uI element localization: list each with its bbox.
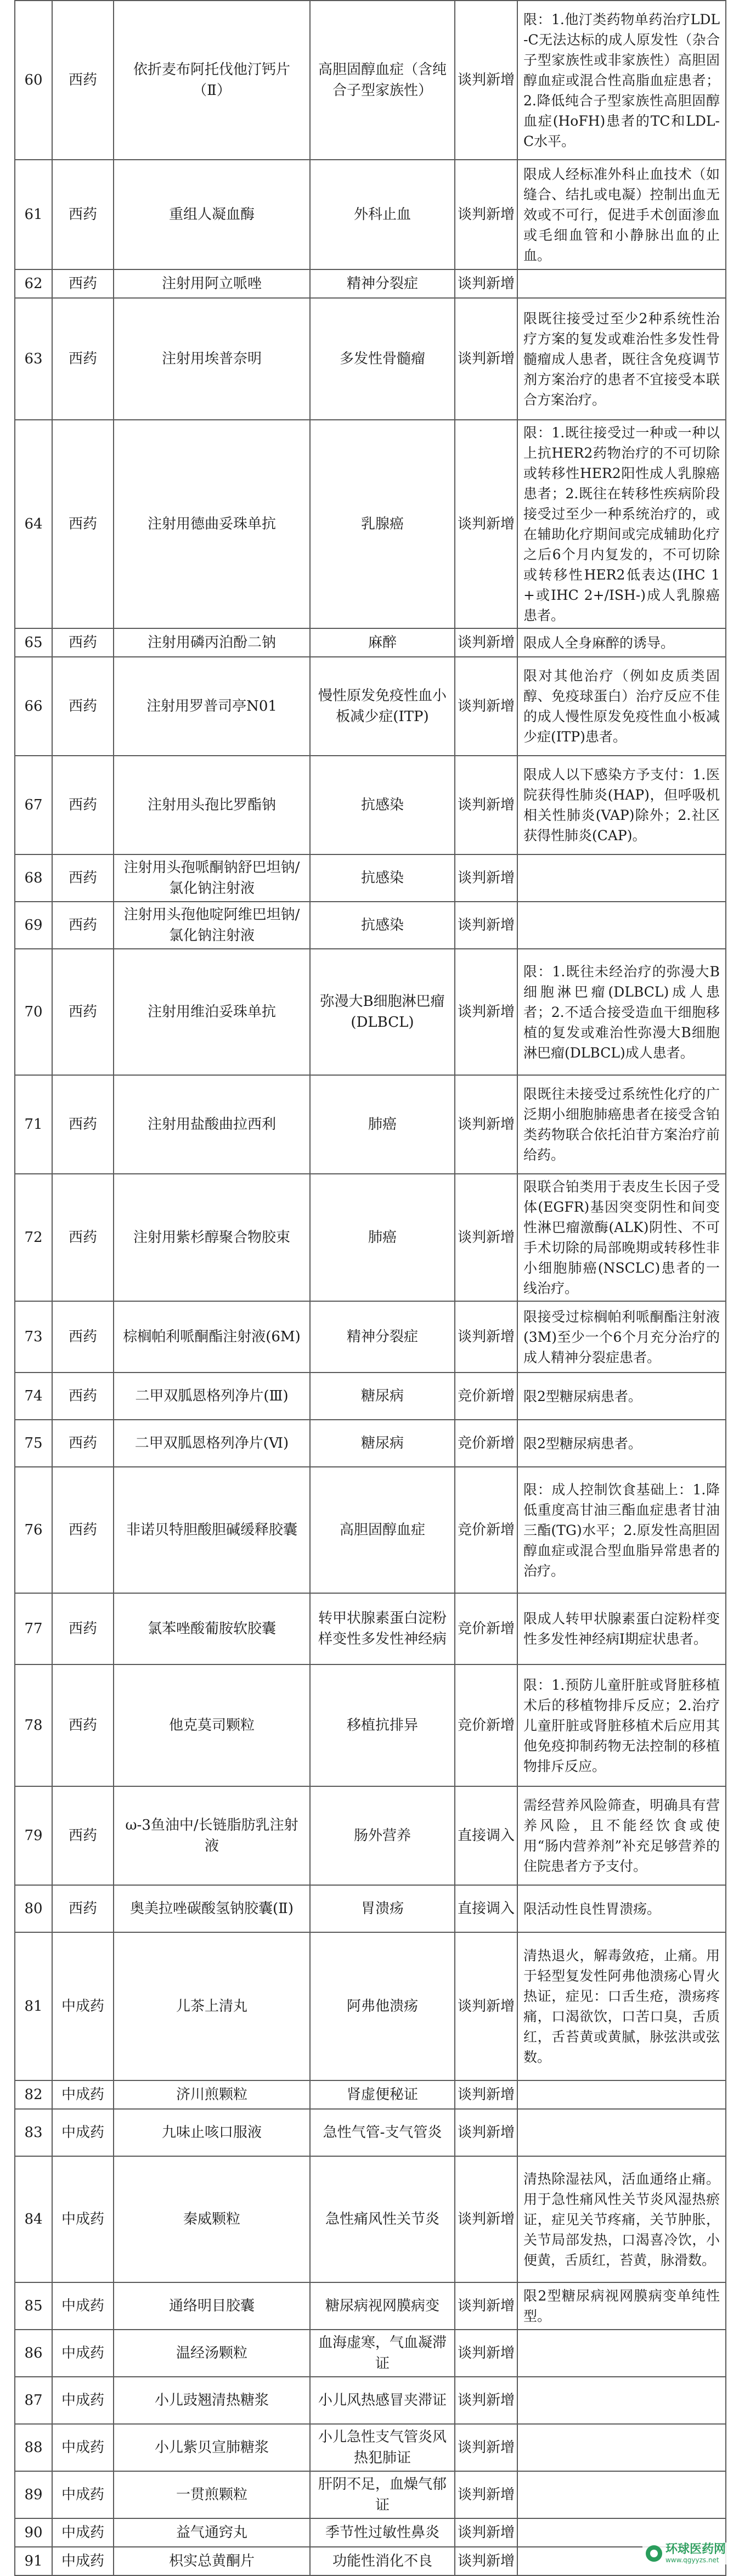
row-number: 61 [15, 160, 52, 269]
row-indication: 精神分裂症 [310, 1301, 455, 1373]
row-drug-name: 小儿豉翘清热糖浆 [114, 2377, 310, 2424]
row-number: 80 [15, 1885, 52, 1932]
table-row [15, 420, 726, 628]
row-number: 73 [15, 1301, 52, 1373]
row-indication: 小儿急性支气管炎风热犯肺证 [310, 2424, 455, 2471]
table-row [15, 1174, 726, 1301]
table-row [15, 1420, 726, 1467]
row-number: 74 [15, 1373, 52, 1420]
row-category: 西药 [52, 298, 114, 420]
row-drug-name: 注射用头孢他啶阿维巴坦钠/氯化钠注射液 [114, 902, 310, 949]
row-category: 中成药 [52, 2156, 114, 2282]
row-indication: 高胆固醇血症（含纯合子型家族性） [310, 1, 455, 160]
row-indication: 季节性过敏性鼻炎 [310, 2518, 455, 2547]
row-type: 谈判新增 [455, 298, 517, 420]
row-type: 直接调入 [455, 1885, 517, 1932]
row-drug-name: 九味止咳口服液 [114, 2109, 310, 2156]
row-drug-name: 注射用罗普司亭N01 [114, 657, 310, 756]
row-indication: 糖尿病 [310, 1373, 455, 1420]
row-category: 西药 [52, 1075, 114, 1174]
row-number: 82 [15, 2080, 52, 2109]
row-indication: 阿弗他溃疡 [310, 1932, 455, 2080]
row-type: 谈判新增 [455, 420, 517, 628]
row-type: 谈判新增 [455, 2471, 517, 2518]
table-row [15, 1786, 726, 1885]
row-category: 西药 [52, 854, 114, 902]
row-type: 竞价新增 [455, 1593, 517, 1664]
row-indication: 功能性消化不良 [310, 2547, 455, 2575]
row-drug-name: 奥美拉唑碳酸氢钠胶囊(Ⅱ) [114, 1885, 310, 1932]
row-number: 71 [15, 1075, 52, 1174]
row-category: 西药 [52, 1467, 114, 1593]
row-category: 中成药 [52, 2282, 114, 2330]
row-number: 60 [15, 1, 52, 160]
table-row [15, 2156, 726, 2282]
row-category: 中成药 [52, 2424, 114, 2471]
table-row [15, 2547, 726, 2575]
row-drug-name: 注射用维泊妥珠单抗 [114, 949, 310, 1075]
row-note [517, 269, 726, 298]
row-drug-name: 枳实总黄酮片 [114, 2547, 310, 2575]
row-number: 90 [15, 2518, 52, 2547]
row-drug-name: 儿茶上清丸 [114, 1932, 310, 2080]
row-number: 67 [15, 756, 52, 854]
row-number: 77 [15, 1593, 52, 1664]
row-note: 限：1.既往未经治疗的弥漫大B细胞淋巴瘤(DLBCL)成人患者；2.不适合接受造血干细胞移植的复发或难治性弥漫大B细胞淋巴瘤(DLBCL)成人患者。 [517, 949, 726, 1075]
watermark-text: 环球医药网 [665, 2544, 726, 2556]
watermark-text-block [665, 2544, 726, 2563]
row-type: 谈判新增 [455, 756, 517, 854]
row-category: 西药 [52, 420, 114, 628]
row-category: 西药 [52, 269, 114, 298]
row-category: 西药 [52, 1420, 114, 1467]
row-indication: 抗感染 [310, 902, 455, 949]
drug-table-body [15, 1, 726, 2575]
row-category: 西药 [52, 1885, 114, 1932]
row-drug-name: 棕榈帕利哌酮酯注射液(6M) [114, 1301, 310, 1373]
row-indication: 小儿风热感冒夹滞证 [310, 2377, 455, 2424]
row-note [517, 2377, 726, 2424]
row-number: 78 [15, 1664, 52, 1786]
row-category: 中成药 [52, 2080, 114, 2109]
row-note [517, 2424, 726, 2471]
row-type: 谈判新增 [455, 2156, 517, 2282]
row-type: 谈判新增 [455, 1, 517, 160]
row-indication: 外科止血 [310, 160, 455, 269]
table-row [15, 1373, 726, 1420]
row-type: 竞价新增 [455, 1664, 517, 1786]
table-row [15, 1664, 726, 1786]
row-category: 西药 [52, 1301, 114, 1373]
row-type: 谈判新增 [455, 2424, 517, 2471]
table-row [15, 1, 726, 160]
table-row [15, 160, 726, 269]
row-note [517, 854, 726, 902]
row-drug-name: 注射用阿立哌唑 [114, 269, 310, 298]
row-number: 72 [15, 1174, 52, 1301]
row-category: 中成药 [52, 2330, 114, 2377]
row-number: 88 [15, 2424, 52, 2471]
row-indication: 胃溃疡 [310, 1885, 455, 1932]
row-drug-name: 重组人凝血酶 [114, 160, 310, 269]
table-row [15, 1885, 726, 1932]
row-drug-name: 依折麦布阿托伐他汀钙片（Ⅱ） [114, 1, 310, 160]
row-drug-name: 注射用德曲妥珠单抗 [114, 420, 310, 628]
row-drug-name: 注射用盐酸曲拉西利 [114, 1075, 310, 1174]
row-number: 64 [15, 420, 52, 628]
table-row [15, 2471, 726, 2518]
row-note: 限成人转甲状腺素蛋白淀粉样变性多发性神经病Ⅰ期症状患者。 [517, 1593, 726, 1664]
table-row [15, 2424, 726, 2471]
row-number: 75 [15, 1420, 52, 1467]
row-drug-name: 注射用头孢哌酮钠舒巴坦钠/氯化钠注射液 [114, 854, 310, 902]
row-number: 81 [15, 1932, 52, 2080]
row-type: 谈判新增 [455, 2282, 517, 2330]
row-note [517, 2330, 726, 2377]
row-number: 86 [15, 2330, 52, 2377]
row-type: 直接调入 [455, 1786, 517, 1885]
row-indication: 肠外营养 [310, 1786, 455, 1885]
row-type: 谈判新增 [455, 269, 517, 298]
row-number: 84 [15, 2156, 52, 2282]
row-indication: 慢性原发免疫性血小板减少症(ITP) [310, 657, 455, 756]
row-category: 中成药 [52, 2471, 114, 2518]
row-type: 谈判新增 [455, 949, 517, 1075]
row-drug-name: 氯苯唑酸葡胺软胶囊 [114, 1593, 310, 1664]
row-drug-name: 注射用头孢比罗酯钠 [114, 756, 310, 854]
row-note: 限成人全身麻醉的诱导。 [517, 628, 726, 657]
row-type: 竞价新增 [455, 1420, 517, 1467]
row-drug-name: 他克莫司颗粒 [114, 1664, 310, 1786]
site-logo-icon [646, 2545, 662, 2562]
table-row [15, 298, 726, 420]
row-drug-name: 济川煎颗粒 [114, 2080, 310, 2109]
table-row [15, 2377, 726, 2424]
row-note: 清热退火，解毒敛疮，止痛。用于轻型复发性阿弗他溃疡心胃火热证，症见：口舌生疮，溃疡疼痛，口渴欲饮，口苦口臭，舌质红，舌苔黄或黄腻，脉弦洪或弦数。 [517, 1932, 726, 2080]
row-indication: 乳腺癌 [310, 420, 455, 628]
row-number: 66 [15, 657, 52, 756]
table-row [15, 2080, 726, 2109]
row-note: 限2型糖尿病视网膜病变单纯性型。 [517, 2282, 726, 2330]
row-number: 76 [15, 1467, 52, 1593]
row-indication: 麻醉 [310, 628, 455, 657]
row-type: 谈判新增 [455, 1932, 517, 2080]
row-indication: 弥漫大B细胞淋巴瘤(DLBCL) [310, 949, 455, 1075]
table-row [15, 2330, 726, 2377]
row-note: 需经营养风险筛查，明确具有营养风险，且不能经饮食或使用“肠内营养剂”补充足够营养的住院患者方予支付。 [517, 1786, 726, 1885]
table-row [15, 269, 726, 298]
row-type: 谈判新增 [455, 160, 517, 269]
row-note: 限对其他治疗（例如皮质类固醇、免疫球蛋白）治疗反应不佳的成人慢性原发免疫性血小板减少症(ITP)患者。 [517, 657, 726, 756]
row-category: 西药 [52, 628, 114, 657]
row-note: 限接受过棕榈帕利哌酮酯注射液(3M)至少一个6个月充分治疗的成人精神分裂症患者。 [517, 1301, 726, 1373]
row-note: 限成人经标准外科止血技术（如缝合、结扎或电凝）控制出血无效或不可行，促进手术创面渗血或毛细血管和小静脉出血的止血。 [517, 160, 726, 269]
row-type: 谈判新增 [455, 902, 517, 949]
row-drug-name: 注射用紫杉醇聚合物胶束 [114, 1174, 310, 1301]
row-drug-name: 秦威颗粒 [114, 2156, 310, 2282]
row-note: 限：1.预防儿童肝脏或肾脏移植术后的移植物排斥反应；2.治疗儿童肝脏或肾脏移植术后应用其他免疫抑制药物无法控制的移植物排斥反应。 [517, 1664, 726, 1786]
row-drug-name: 注射用磷丙泊酚二钠 [114, 628, 310, 657]
row-category: 中成药 [52, 2547, 114, 2575]
row-drug-name: 二甲双胍恩格列净片(Ⅵ) [114, 1420, 310, 1467]
row-number: 87 [15, 2377, 52, 2424]
row-drug-name: 通络明目胶囊 [114, 2282, 310, 2330]
row-note: 限2型糖尿病患者。 [517, 1420, 726, 1467]
row-note: 限：成人控制饮食基础上：1.降低重度高甘油三酯血症患者甘油三酯(TG)水平；2.原发性高胆固醇血症或混合型血脂异常患者的治疗。 [517, 1467, 726, 1593]
row-note: 限成人以下感染方予支付：1.医院获得性肺炎(HAP)，但呼吸机相关性肺炎(VAP)除外；2.社区获得性肺炎(CAP)。 [517, 756, 726, 854]
row-category: 中成药 [52, 2377, 114, 2424]
row-drug-name: 注射用埃普奈明 [114, 298, 310, 420]
row-indication: 多发性骨髓瘤 [310, 298, 455, 420]
row-type: 谈判新增 [455, 1301, 517, 1373]
row-indication: 高胆固醇血症 [310, 1467, 455, 1593]
table-row [15, 1467, 726, 1593]
row-category: 中成药 [52, 2109, 114, 2156]
row-type: 谈判新增 [455, 2109, 517, 2156]
row-category: 西药 [52, 1174, 114, 1301]
row-note: 限活动性良性胃溃疡。 [517, 1885, 726, 1932]
table-row [15, 1301, 726, 1373]
row-type: 谈判新增 [455, 2080, 517, 2109]
row-drug-name: 非诺贝特胆酸胆碱缓释胶囊 [114, 1467, 310, 1593]
table-row [15, 2109, 726, 2156]
row-type: 谈判新增 [455, 2377, 517, 2424]
row-category: 西药 [52, 902, 114, 949]
row-drug-name: 益气通窍丸 [114, 2518, 310, 2547]
row-type: 竞价新增 [455, 1373, 517, 1420]
table-row [15, 628, 726, 657]
row-indication: 血海虚寒，气血凝滞证 [310, 2330, 455, 2377]
row-indication: 抗感染 [310, 756, 455, 854]
row-type: 谈判新增 [455, 628, 517, 657]
row-type: 谈判新增 [455, 2518, 517, 2547]
row-indication: 转甲状腺素蛋白淀粉样变性多发性神经病 [310, 1593, 455, 1664]
row-category: 西药 [52, 1373, 114, 1420]
row-type: 谈判新增 [455, 1174, 517, 1301]
row-note: 限：1.他汀类药物单药治疗LDL-C无法达标的成人原发性（杂合子型家族性或非家族性）高胆固醇血症或混合性高脂血症患者；2.降低纯合子型家族性高胆固醇血症(HoFH)患者的TC和LDL-C水平。 [517, 1, 726, 160]
row-indication: 肺癌 [310, 1075, 455, 1174]
row-indication: 急性气管-支气管炎 [310, 2109, 455, 2156]
row-number: 63 [15, 298, 52, 420]
table-row [15, 756, 726, 854]
row-number: 65 [15, 628, 52, 657]
row-number: 91 [15, 2547, 52, 2575]
row-type: 谈判新增 [455, 1075, 517, 1174]
row-category: 西药 [52, 1593, 114, 1664]
row-indication: 肺癌 [310, 1174, 455, 1301]
row-note [517, 2080, 726, 2109]
row-note [517, 2471, 726, 2518]
row-note: 限：1.既往接受过一种或一种以上抗HER2药物治疗的不可切除或转移性HER2阳性成人乳腺癌患者；2.既往在转移性疾病阶段接受过至少一种系统治疗的，或在辅助化疗期间或完成辅助化疗之后6个月内复发的，不可切除或转移性HER2低表达(IHC 1+或IHC 2+/ISH-)成人乳腺癌患者。 [517, 420, 726, 628]
row-drug-name: ω-3鱼油中/长链脂肪乳注射液 [114, 1786, 310, 1885]
row-note: 限既往未接受过系统性化疗的广泛期小细胞肺癌患者在接受含铂类药物联合依托泊苷方案治疗前给药。 [517, 1075, 726, 1174]
row-category: 中成药 [52, 2518, 114, 2547]
row-indication: 急性痛风性关节炎 [310, 2156, 455, 2282]
row-note [517, 2109, 726, 2156]
row-indication: 肝阴不足，血燥气郁证 [310, 2471, 455, 2518]
row-number: 83 [15, 2109, 52, 2156]
row-category: 西药 [52, 756, 114, 854]
row-category: 西药 [52, 657, 114, 756]
row-indication: 糖尿病 [310, 1420, 455, 1467]
table-row [15, 854, 726, 902]
row-note: 清热除湿祛风，活血通络止痛。用于急性痛风性关节炎风湿热瘀证，症见关节疼痛，关节肿胀，关节局部发热，口渴喜冷饮，小便黄，舌质红，苔黄，脉滑数。 [517, 2156, 726, 2282]
row-note: 限联合铂类用于表皮生长因子受体(EGFR)基因突变阴性和间变性淋巴瘤激酶(ALK)阴性、不可手术切除的局部晚期或转移性非小细胞肺癌(NSCLC)患者的一线治疗。 [517, 1174, 726, 1301]
table-row [15, 1593, 726, 1664]
row-indication: 精神分裂症 [310, 269, 455, 298]
row-number: 85 [15, 2282, 52, 2330]
row-category: 西药 [52, 160, 114, 269]
row-category: 西药 [52, 1786, 114, 1885]
drug-table [14, 0, 726, 2576]
row-drug-name: 二甲双胍恩格列净片(Ⅲ) [114, 1373, 310, 1420]
row-indication: 移植抗排异 [310, 1664, 455, 1786]
row-number: 68 [15, 854, 52, 902]
row-indication: 糖尿病视网膜病变 [310, 2282, 455, 2330]
site-watermark [642, 2543, 729, 2564]
row-note: 限既往接受过至少2种系统性治疗方案的复发或难治性多发性骨髓瘤成人患者，既往含免疫调节剂方案治疗的患者不宜接受本联合方案治疗。 [517, 298, 726, 420]
watermark-subtext: www.qgyyzs.net [665, 2557, 726, 2563]
row-number: 62 [15, 269, 52, 298]
table-row [15, 1075, 726, 1174]
row-drug-name: 一贯煎颗粒 [114, 2471, 310, 2518]
row-category: 西药 [52, 1, 114, 160]
table-row [15, 902, 726, 949]
row-category: 中成药 [52, 1932, 114, 2080]
table-row [15, 657, 726, 756]
row-type: 谈判新增 [455, 657, 517, 756]
table-row [15, 2282, 726, 2330]
row-number: 69 [15, 902, 52, 949]
row-type: 谈判新增 [455, 2330, 517, 2377]
row-number: 79 [15, 1786, 52, 1885]
row-indication: 肾虚便秘证 [310, 2080, 455, 2109]
table-row [15, 2518, 726, 2547]
row-number: 89 [15, 2471, 52, 2518]
row-category: 西药 [52, 1664, 114, 1786]
row-drug-name: 温经汤颗粒 [114, 2330, 310, 2377]
table-row [15, 949, 726, 1075]
row-type: 谈判新增 [455, 2547, 517, 2575]
row-indication: 抗感染 [310, 854, 455, 902]
row-number: 70 [15, 949, 52, 1075]
table-row [15, 1932, 726, 2080]
row-type: 竞价新增 [455, 1467, 517, 1593]
row-category: 西药 [52, 949, 114, 1075]
row-drug-name: 小儿紫贝宣肺糖浆 [114, 2424, 310, 2471]
row-note [517, 902, 726, 949]
row-note: 限2型糖尿病患者。 [517, 1373, 726, 1420]
row-type: 谈判新增 [455, 854, 517, 902]
